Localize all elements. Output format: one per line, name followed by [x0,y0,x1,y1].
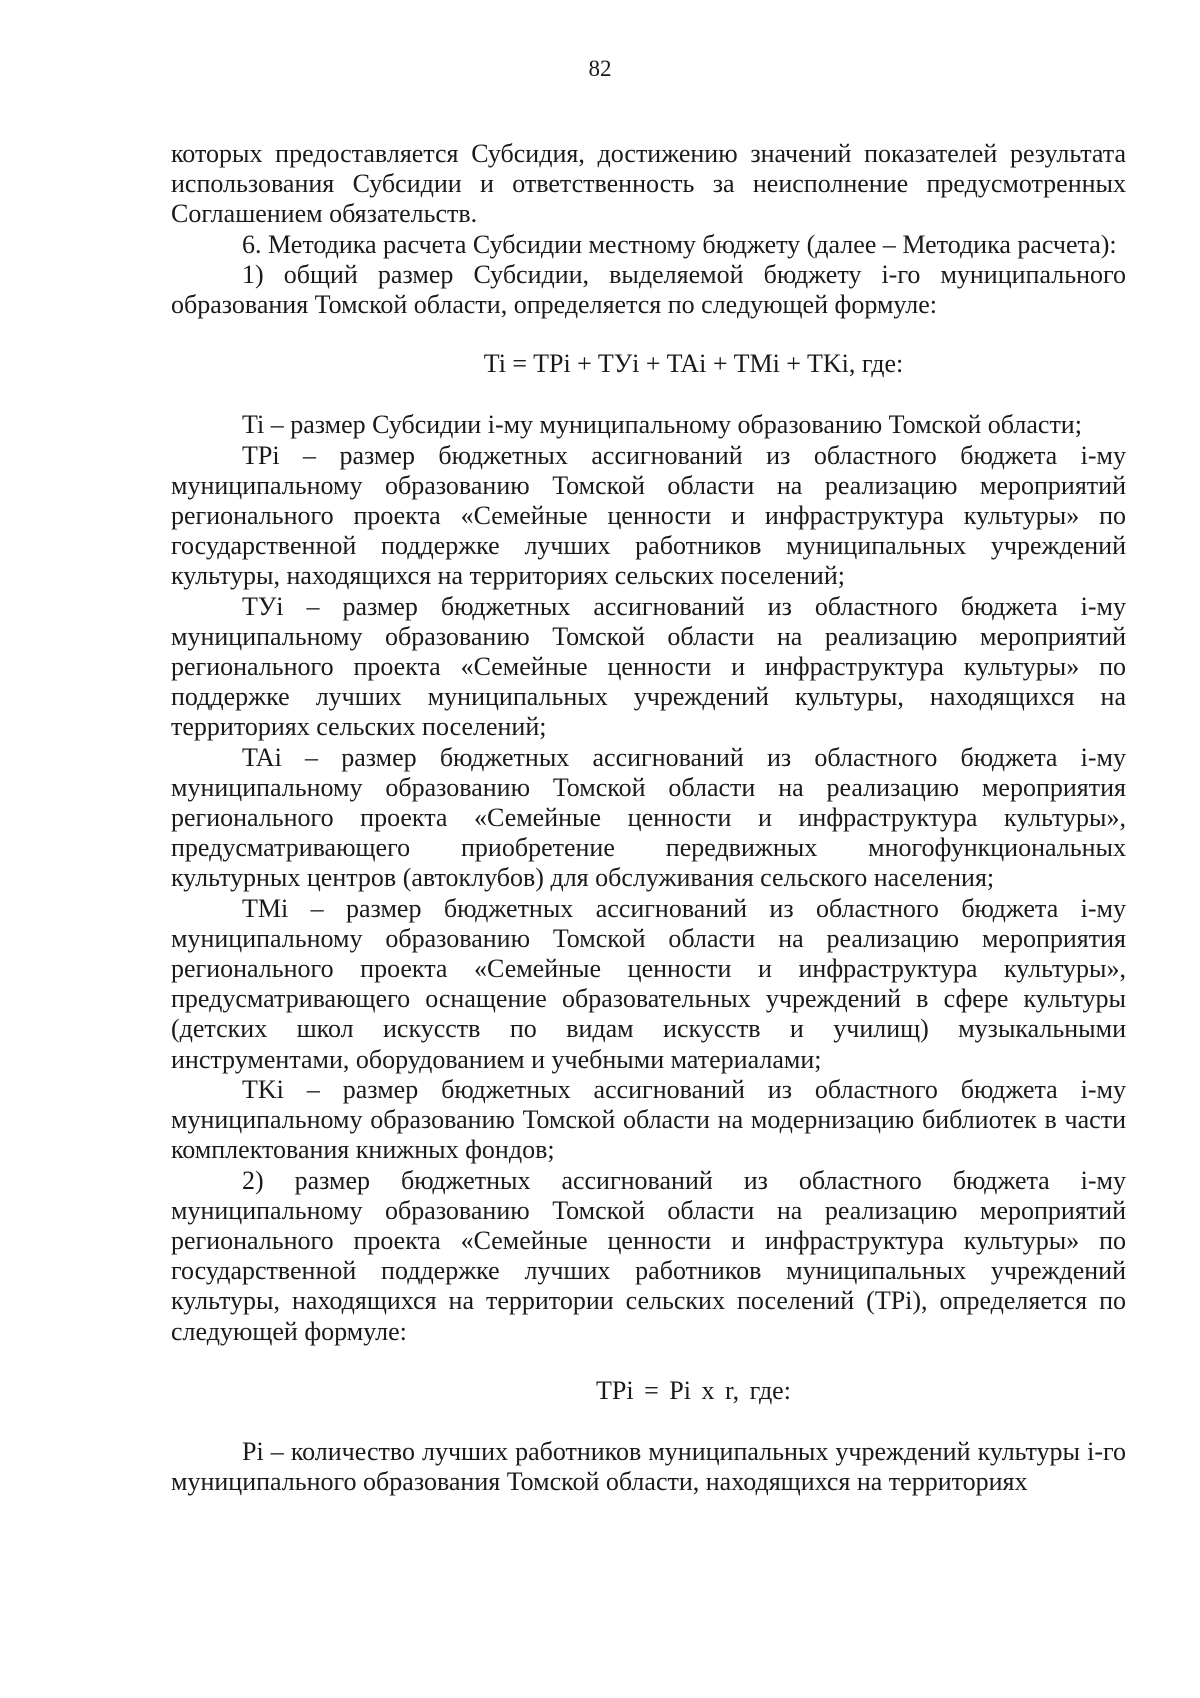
definition-tai: TAi – размер бюджетных ассигнований из областного бюджета i-му муниципальному образованию Томской области на реализацию мероприятия регионального проекта «Семейные ценности и инфраструктура культуры», предусматривающего приобретение передвижных многофункциональных культурных центров (автоклубов) для обслуживания сельского населения; [171,742,1126,893]
definition-ti: Ti – размер Субсидии i-му муниципальному образованию Томской области; [242,410,1082,440]
formula-tpi: TPi = Pi x r, где: [596,1375,791,1405]
document-body [171,139,1126,1497]
paragraph-methodology-heading: 6. Методика расчета Субсидии местному бюджету (далее – Методика расчета): [242,229,1117,259]
definition-tmi: TMi – размер бюджетных ассигнований из областного бюджета i-му муниципальному образованию Томской области на реализацию мероприятия регионального проекта «Семейные ценности и инфраструктура культуры», предусматривающего оснащение образовательных учреждений в сфере культуры (детских школ искусств по видам искусств и училищ) музыкальными инструментами, оборудованием и учебными материалами; [171,893,1126,1074]
definition-pi: Pi – количество лучших работников муниципальных учреждений культуры i-го муниципального образования Томской области, находящихся на территориях [171,1436,1126,1497]
formula-total-subsidy: Ti = TPi + TУi + TAi + TMi + TKi, где: [483,349,904,379]
definition-tki: TKi – размер бюджетных ассигнований из областного бюджета i-му муниципальному образованию Томской области на модернизацию библиотек в части комплектования книжных фондов; [171,1074,1126,1165]
paragraph-item-2: 2) размер бюджетных ассигнований из областного бюджета i-му муниципальному образованию Томской области на реализацию мероприятий регионального проекта «Семейные ценности и инфраструктура культуры» по государственной поддержке лучших работников муниципальных учреждений культуры, находящихся на территории сельских поселений (TPi), определяется по следующей формуле: [171,1165,1126,1346]
paragraph-continuation: которых предоставляется Субсидия, достижению значений показателей результата использования Субсидии и ответственность за неисполнение предусмотренных Соглашением обязательств. [171,139,1126,229]
definition-tpi: TPi – размер бюджетных ассигнований из областного бюджета i-му муниципальному образованию Томской области на реализацию мероприятий регионального проекта «Семейные ценности и инфраструктура культуры» по государственной поддержке лучших работников муниципальных учреждений культуры, находящихся на территориях сельских поселений; [171,440,1126,591]
definition-tyi: TУi – размер бюджетных ассигнований из областного бюджета i-му муниципальному образованию Томской области на реализацию мероприятий регионального проекта «Семейные ценности и инфраструктура культуры» по поддержке лучших муниципальных учреждений культуры, находящихся на территориях сельских поселений; [171,591,1126,742]
paragraph-item-1: 1) общий размер Субсидии, выделяемой бюджету i-го муниципального образования Томской области, определяется по следующей формуле: [171,259,1126,320]
page-number: 82 [588,56,612,81]
